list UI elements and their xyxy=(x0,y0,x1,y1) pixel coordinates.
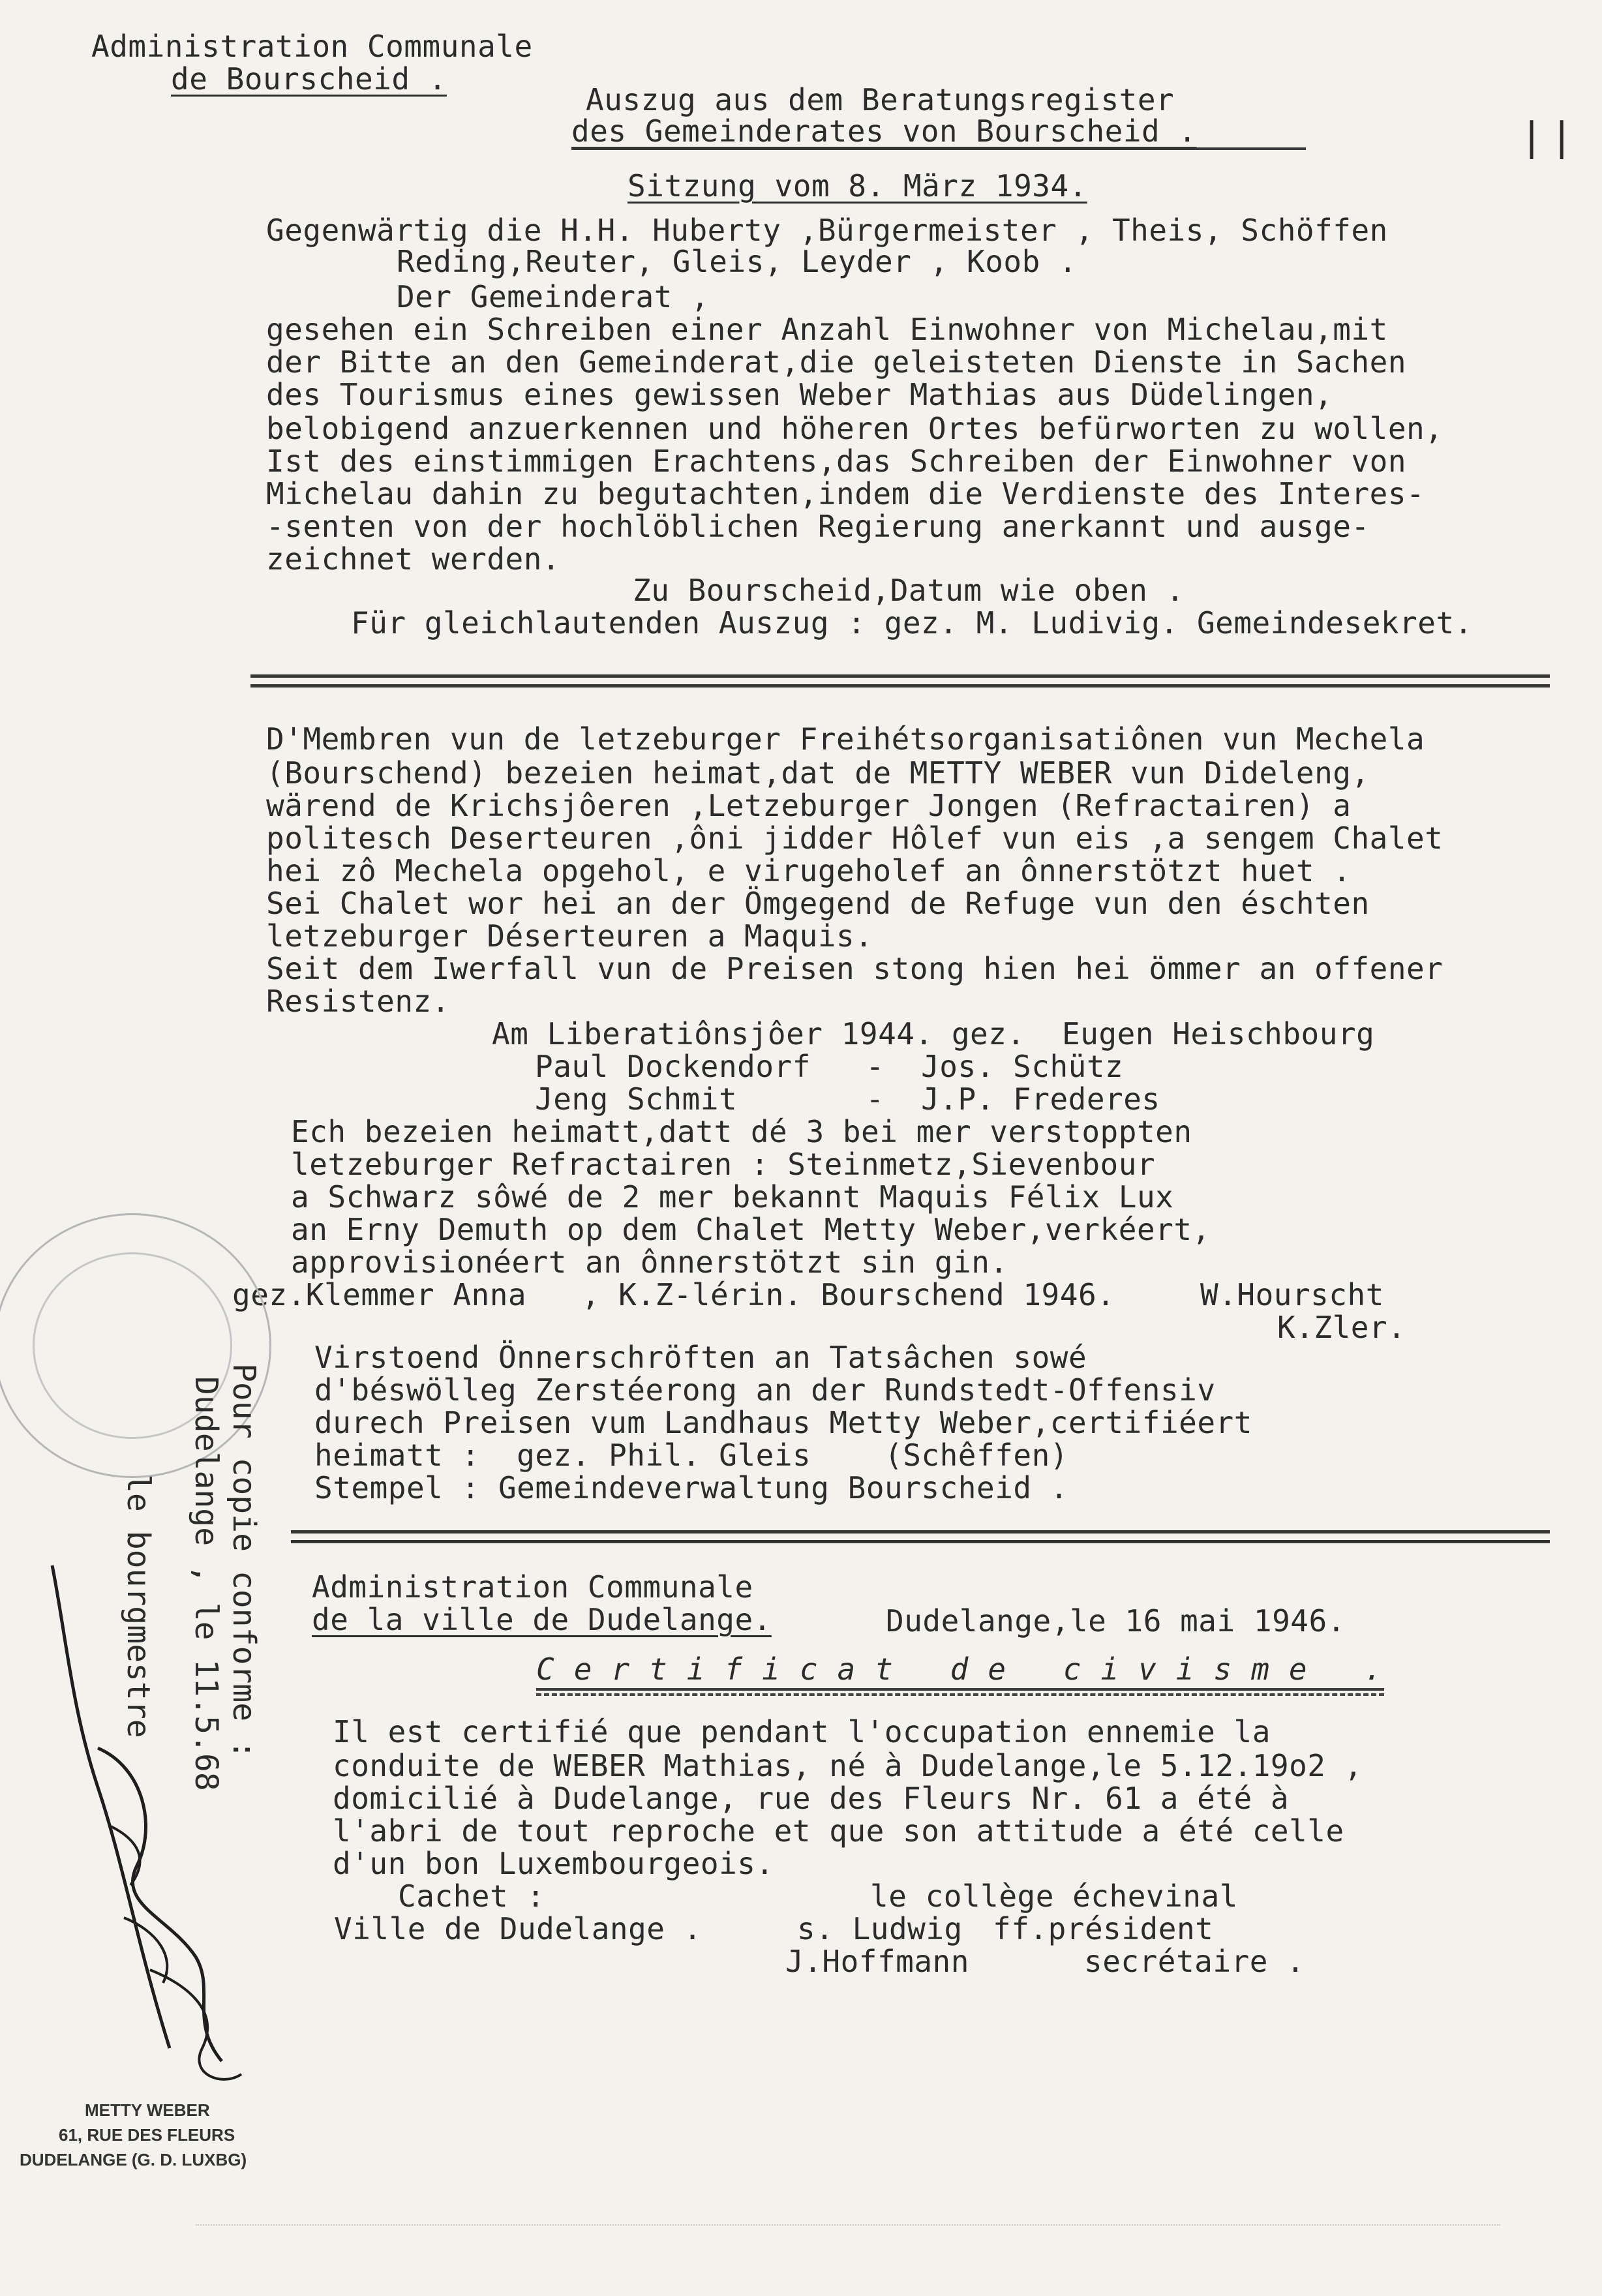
text-line: belobigend anzuerkennen und höheren Ortes befürworten zu wollen, xyxy=(266,411,1443,446)
text-line: Resistenz. xyxy=(266,984,450,1019)
section-divider xyxy=(250,674,1550,687)
text-line: der Bitte an den Gemeinderat,die geleisteten Dienste in Sachen xyxy=(266,344,1407,380)
text-line: approvisionéert an ônnerstötzt sin gin. xyxy=(291,1245,1008,1280)
text-line: Ech bezeien heimatt,datt dé 3 bei mer verstoppten xyxy=(291,1114,1192,1149)
text-line: zeichnet werden. xyxy=(266,541,561,577)
extract-underline xyxy=(571,147,1306,150)
text-line: Sei Chalet wor hei an der Ömgegend de Refuge vun den éschten xyxy=(266,886,1370,921)
text-line: Il est certifié que pendant l'occupation ennemie la xyxy=(333,1714,1271,1749)
place-date: Dudelange,le 16 mai 1946. xyxy=(886,1603,1346,1639)
scan-artifact xyxy=(196,2224,1500,2226)
text-line: D'Membren vun de letzeburger Freihétsorganisatiônen vun Mechela xyxy=(266,721,1425,757)
text-line: (Bourschend) bezeien heimat,dat de METTY WEBER vun Dideleng, xyxy=(266,755,1370,791)
address-stamp-line3: DUDELANGE (G. D. LUXBG) xyxy=(20,2150,247,2169)
admin-header-line2: de Bourscheid . xyxy=(171,61,447,97)
signature-hourscht: W.Hourscht xyxy=(1200,1277,1384,1312)
text-line: domicilié à Dudelange, rue des Fleurs Nr. 61 a été à xyxy=(333,1781,1290,1816)
extract-title-line1: Auszug aus dem Beratungsregister xyxy=(586,82,1175,117)
certificate-title-dashes xyxy=(536,1693,1384,1696)
margin-cert-line1: Pour copie conforme : xyxy=(226,1363,262,1759)
text-line: Stempel : Gemeindeverwaltung Bourscheid . xyxy=(314,1470,1068,1505)
text-line: gesehen ein Schreiben einer Anzahl Einwohner von Michelau,mit xyxy=(266,312,1388,347)
text-line: Der Gemeinderat , xyxy=(397,279,710,314)
text-line: Virstoend Önnerschröften an Tatsâchen sowé xyxy=(314,1340,1087,1375)
text-line: d'un bon Luxembourgeois. xyxy=(333,1846,774,1881)
signature-line: Am Liberatiônsjôer 1944. gez. Eugen Heischbourg xyxy=(492,1016,1375,1051)
text-line: heimatt : gez. Phil. Gleis (Schêffen) xyxy=(314,1438,1068,1473)
signature-kzler: K.Zler. xyxy=(1277,1310,1406,1345)
signature-hoffmann: J.Hoffmann xyxy=(785,1944,969,1979)
text-line: -senten von der hochlöblichen Regierung anerkannt und ausge- xyxy=(266,509,1370,544)
signature-line: Jeng Schmit - J.P. Frederes xyxy=(535,1081,1160,1117)
handwritten-signature xyxy=(26,1552,261,2113)
certificate-title-underline xyxy=(536,1688,1384,1691)
section-divider xyxy=(291,1530,1550,1543)
certificate-title: Certificat de civisme . xyxy=(536,1652,1402,1687)
signature-klemmer: gez.Klemmer Anna , K.Z-lérin. Bourschend 1946. xyxy=(232,1277,1115,1312)
text-line: Michelau dahin zu begutachten,indem die Verdienste des Interes- xyxy=(266,476,1425,511)
text-line: conduite de WEBER Mathias, né à Dudelange,le 5.12.19o2 , xyxy=(333,1748,1363,1783)
cachet-value: Ville de Dudelange . xyxy=(334,1911,702,1946)
text-line: letzeburger Refractairen : Steinmetz,Sievenbour xyxy=(291,1147,1156,1182)
extract-title-line2: des Gemeinderates von Bourscheid . xyxy=(571,113,1197,149)
admin-header-line1: Administration Communale xyxy=(91,29,533,64)
address-stamp-line2: 61, RUE DES FLEURS xyxy=(59,2125,235,2145)
signature-line: Paul Dockendorf - Jos. Schütz xyxy=(535,1049,1124,1084)
dudelange-admin-line1: Administration Communale xyxy=(312,1569,753,1605)
margin-mark: || xyxy=(1520,114,1580,160)
margin-cert-line2: Dudelange , le 11.5.68 xyxy=(188,1376,224,1791)
signature-ludwig-role: ff.président xyxy=(993,1911,1214,1946)
text-line: l'abri de tout reproche et que son attitude a été celle xyxy=(333,1813,1344,1849)
signature-ludwig: s. Ludwig xyxy=(797,1911,963,1946)
text-line: letzeburger Déserteuren a Maquis. xyxy=(266,918,873,954)
text-line: d'béswölleg Zerstéerong an der Rundstedt-Offensiv xyxy=(314,1372,1216,1408)
text-line: Reding,Reuter, Gleis, Leyder , Koob . xyxy=(397,244,1078,279)
text-line: hei zô Mechela opgehol, e virugeholef an ônnerstötzt huet . xyxy=(266,853,1352,888)
text-line: des Tourismus eines gewissen Weber Mathias aus Düdelingen, xyxy=(266,377,1333,412)
text-line: an Erny Demuth op dem Chalet Metty Weber,verkéert, xyxy=(291,1212,1211,1247)
text-line: durech Preisen vum Landhaus Metty Weber,certifiéert xyxy=(314,1405,1252,1440)
signature-hoffmann-role: secrétaire . xyxy=(1084,1944,1305,1979)
text-line: Gegenwärtig die H.H. Huberty ,Bürgermeister , Theis, Schöffen xyxy=(266,213,1388,248)
cachet-label: Cachet : xyxy=(398,1879,545,1914)
text-line: Zu Bourscheid,Datum wie oben . xyxy=(633,573,1185,608)
text-line: politesch Deserteuren ,ôni jidder Hôlef vun eis ,a sengem Chalet xyxy=(266,821,1443,856)
text-line: Für gleichlautenden Auszug : gez. M. Ludivig. Gemeindesekret. xyxy=(351,605,1473,641)
text-line: Ist des einstimmigen Erachtens,das Schreiben der Einwohner von xyxy=(266,444,1407,479)
college-echevinal: le collège échevinal xyxy=(870,1879,1238,1914)
session-date: Sitzung vom 8. März 1934. xyxy=(627,168,1087,204)
text-line: Seit dem Iwerfall vun de Preisen stong hien hei ömmer an offener xyxy=(266,951,1443,986)
text-line: a Schwarz sôwé de 2 mer bekannt Maquis Félix Lux xyxy=(291,1179,1174,1215)
text-line: wärend de Krichsjôeren ,Letzeburger Jongen (Refractairen) a xyxy=(266,788,1352,823)
margin-cert-line3: le bourgmestre xyxy=(120,1474,157,1738)
dudelange-admin-line2: de la ville de Dudelange. xyxy=(312,1602,772,1637)
address-stamp-line1: METTY WEBER xyxy=(85,2100,210,2120)
